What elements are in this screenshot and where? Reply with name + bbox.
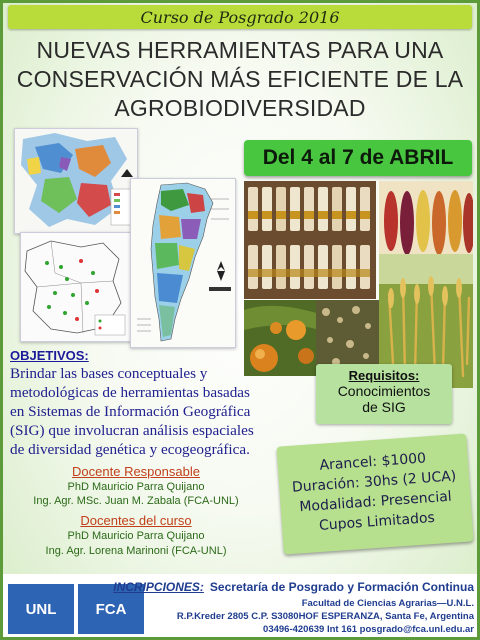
seed-bank-vials-image bbox=[244, 181, 376, 299]
poster-title bbox=[10, 36, 470, 123]
registration-line bbox=[113, 580, 474, 594]
points-map-image bbox=[20, 232, 132, 342]
responsible-teacher-name: Ing. Agr. MSc. Juan M. Zabala (FCA-UNL) bbox=[33, 495, 239, 507]
objectives-line: (SIG) que involucran análisis espaciales bbox=[10, 422, 254, 439]
responsible-teacher-title: Docente Responsable bbox=[72, 464, 200, 479]
distribution-map-image bbox=[14, 128, 138, 234]
responsible-teacher-name: PhD Mauricio Parra Quijano bbox=[67, 481, 205, 493]
title-line: CONSERVACIÓN MÁS EFICIENTE DE LA bbox=[16, 66, 464, 92]
secretariat-text: Secretaría de Posgrado y Formación Continua bbox=[209, 580, 474, 594]
contact-text: 03496-420639 Int 161 posgrado@fca.unl.edu.ar bbox=[263, 624, 474, 635]
fee-line: Arancel: $1000 bbox=[318, 450, 427, 474]
argentina-map-image bbox=[130, 178, 236, 348]
title-line: AGROBIODIVERSIDAD bbox=[114, 95, 366, 121]
faculty-text: Facultad de Ciencias Agrarias—U.N.L. bbox=[301, 598, 474, 609]
objectives-line: en Sistemas de Información Geográfica bbox=[10, 403, 251, 420]
objectives-line: de diversidad genética y ecogeográfica. bbox=[10, 441, 250, 458]
quota-line: Cupos Limitados bbox=[318, 509, 436, 534]
objectives-line: Brindar las bases conceptuales y bbox=[10, 365, 208, 382]
dates-text: Del 4 al 7 de ABRIL bbox=[262, 146, 454, 169]
duration-line: Duración: 30hs (2 UCA) bbox=[291, 468, 457, 496]
registration-label: INCRIPCIONES: bbox=[113, 580, 204, 594]
course-banner-text: Curso de Posgrado 2016 bbox=[140, 7, 340, 27]
requirements-line: Conocimientos bbox=[337, 383, 431, 399]
unl-logo-text: UNL bbox=[25, 600, 57, 618]
dates-box bbox=[244, 140, 472, 176]
course-teachers-title: Docentes del curso bbox=[80, 513, 192, 528]
requirements-title: Requisitos: bbox=[348, 368, 420, 383]
requirements-line: de SIG bbox=[362, 399, 406, 415]
course-teacher-name: PhD Mauricio Parra Quijano bbox=[67, 530, 205, 542]
objectives-line: metodológicas de herramientas basadas bbox=[10, 384, 250, 401]
modality-line: Modalidad: Presencial bbox=[298, 488, 453, 516]
fca-logo-text: FCA bbox=[95, 600, 127, 618]
course-teacher-name: Ing. Agr. Lorena Marinoni (FCA-UNL) bbox=[45, 545, 227, 557]
objectives-title: OBJETIVOS: bbox=[10, 348, 89, 363]
address-text: R.P.Kreder 2805 C.P. S3080HOF ESPERANZA, Santa Fe, Argentina bbox=[176, 611, 474, 622]
unl-logo bbox=[8, 584, 74, 634]
course-details-box bbox=[276, 434, 473, 555]
course-banner bbox=[8, 5, 472, 29]
requirements-box bbox=[316, 364, 452, 424]
objectives-text bbox=[10, 364, 312, 459]
title-line: NUEVAS HERRAMIENTAS PARA UNA bbox=[36, 37, 444, 63]
